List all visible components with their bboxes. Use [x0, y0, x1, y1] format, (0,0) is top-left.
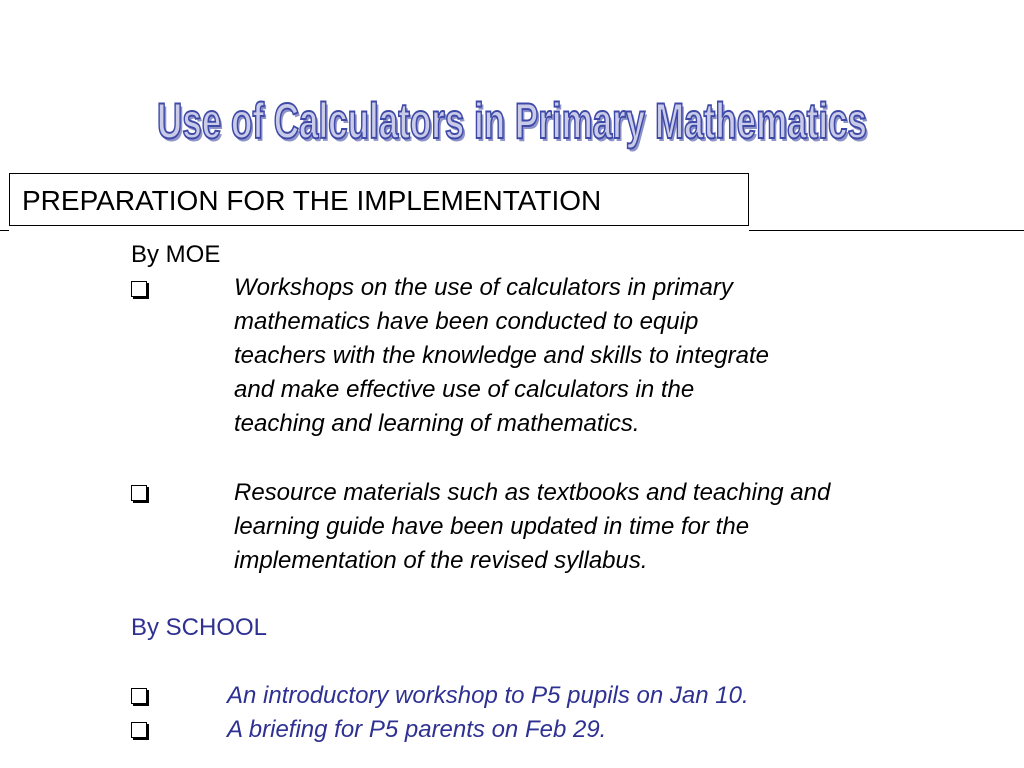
checkbox-bullet-icon: [131, 722, 147, 738]
moe-heading: By MOE: [131, 241, 221, 268]
school-bullet-1: An introductory workshop to P5 pupils on Jan 10.: [227, 682, 749, 709]
moe-bullet-1-line-1: Workshops on the use of calculators in primary: [234, 274, 733, 301]
moe-bullet-1-line-3: teachers with the knowledge and skills to integrate: [234, 342, 769, 369]
divider-right: [749, 230, 1024, 231]
moe-bullet-2-line-3: implementation of the revised syllabus.: [234, 547, 648, 574]
moe-bullet-2-line-1: Resource materials such as textbooks and teaching and: [234, 479, 831, 506]
moe-bullet-1: [234, 271, 769, 441]
moe-bullet-2: [234, 476, 830, 578]
divider-left: [0, 230, 9, 231]
section-title: PREPARATION FOR THE IMPLEMENTATION: [22, 185, 602, 216]
moe-bullet-1-line-2: mathematics have been conducted to equip: [234, 308, 699, 335]
moe-bullet-1-line-5: teaching and learning of mathematics.: [234, 410, 640, 437]
school-heading: By SCHOOL: [131, 614, 268, 641]
slide-title: Use of Calculators in Primary Mathematics: [157, 93, 867, 149]
checkbox-bullet-icon: [131, 688, 147, 704]
section-title-box: [9, 173, 749, 226]
checkbox-bullet-icon: [131, 281, 147, 297]
moe-bullet-2-line-2: learning guide have been updated in time for the: [234, 513, 750, 540]
checkbox-bullet-icon: [131, 485, 147, 501]
school-bullet-2: A briefing for P5 parents on Feb 29.: [227, 716, 607, 743]
moe-bullet-1-line-4: and make effective use of calculators in the: [234, 376, 695, 403]
